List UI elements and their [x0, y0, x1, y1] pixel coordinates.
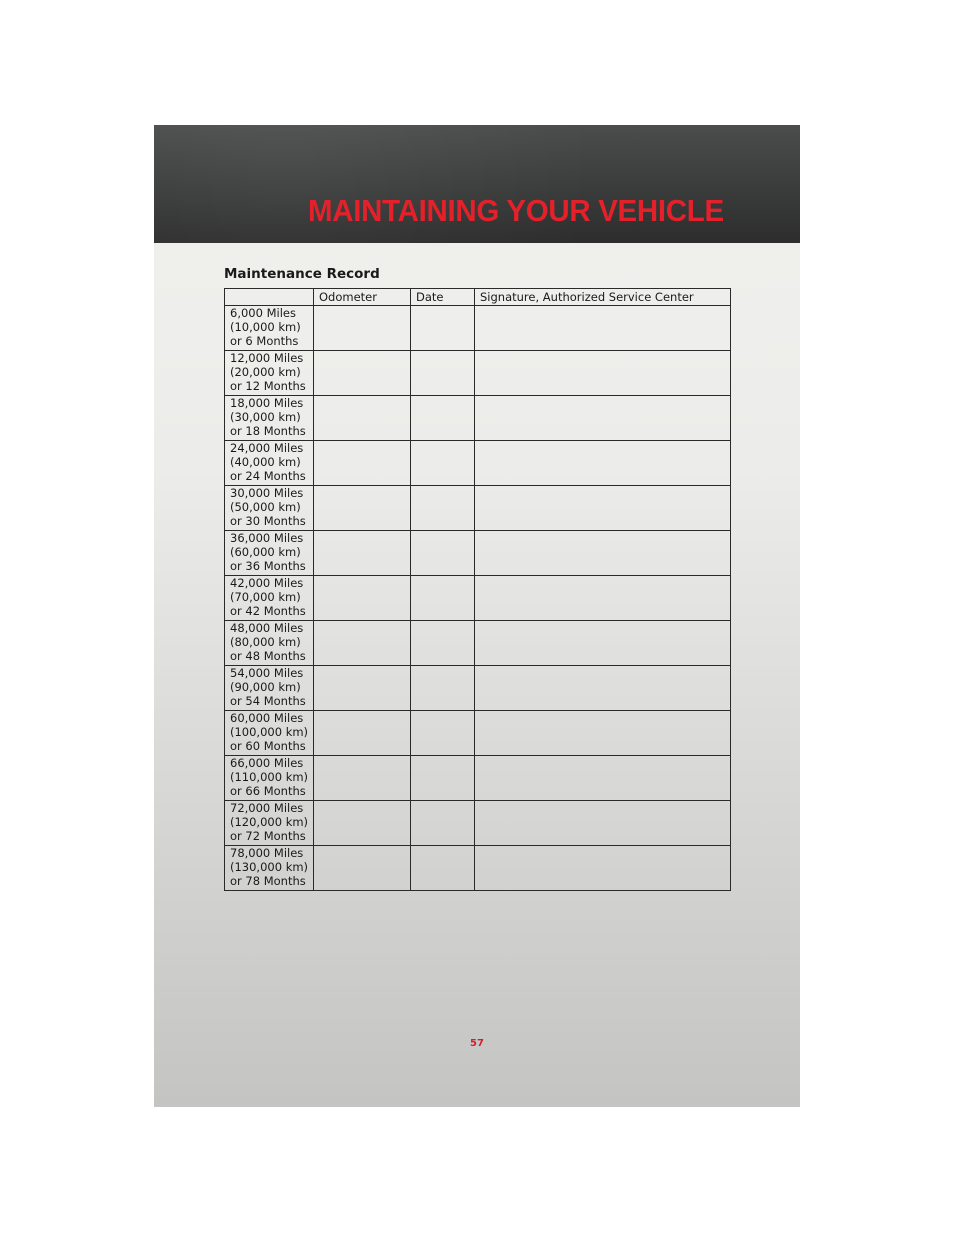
interval-months: or 72 Months	[230, 829, 306, 843]
date-cell	[411, 351, 475, 396]
interval-miles: 48,000 Miles	[230, 621, 304, 635]
signature-cell	[475, 846, 731, 891]
service-interval-cell	[225, 801, 314, 846]
odometer-cell	[314, 306, 411, 351]
interval-miles: 54,000 Miles	[230, 666, 304, 680]
odometer-cell	[314, 351, 411, 396]
interval-km: (30,000 km)	[230, 410, 301, 424]
interval-miles: 42,000 Miles	[230, 576, 304, 590]
interval-months: or 66 Months	[230, 784, 306, 798]
service-interval-cell	[225, 576, 314, 621]
interval-miles: 12,000 Miles	[230, 351, 304, 365]
interval-miles: 60,000 Miles	[230, 711, 304, 725]
interval-miles: 36,000 Miles	[230, 531, 304, 545]
odometer-cell	[314, 801, 411, 846]
signature-cell	[475, 666, 731, 711]
odometer-cell	[314, 396, 411, 441]
service-interval-cell	[225, 441, 314, 486]
table-row	[225, 576, 731, 621]
interval-km: (120,000 km)	[230, 815, 309, 829]
interval-miles: 24,000 Miles	[230, 441, 304, 455]
interval-months: or 60 Months	[230, 739, 306, 753]
column-header-odometer: Odometer	[314, 289, 411, 306]
table-row	[225, 306, 731, 351]
column-header-date: Date	[411, 289, 475, 306]
interval-km: (90,000 km)	[230, 680, 301, 694]
signature-cell	[475, 756, 731, 801]
chapter-title: MAINTAINING YOUR VEHICLE	[308, 193, 724, 228]
service-interval-cell	[225, 756, 314, 801]
service-interval-cell	[225, 351, 314, 396]
interval-miles: 6,000 Miles	[230, 306, 296, 320]
interval-km: (60,000 km)	[230, 545, 301, 559]
interval-miles: 66,000 Miles	[230, 756, 304, 770]
date-cell	[411, 846, 475, 891]
service-interval-cell	[225, 711, 314, 756]
interval-km: (110,000 km)	[230, 770, 309, 784]
manual-page	[154, 125, 800, 1107]
signature-cell	[475, 351, 731, 396]
signature-cell	[475, 711, 731, 756]
date-cell	[411, 666, 475, 711]
odometer-cell	[314, 531, 411, 576]
signature-cell	[475, 486, 731, 531]
table-row	[225, 756, 731, 801]
interval-km: (100,000 km)	[230, 725, 309, 739]
interval-km: (80,000 km)	[230, 635, 301, 649]
interval-months: or 42 Months	[230, 604, 306, 618]
service-interval-cell	[225, 396, 314, 441]
date-cell	[411, 801, 475, 846]
interval-months: or 36 Months	[230, 559, 306, 573]
column-header-interval	[225, 289, 314, 306]
interval-months: or 18 Months	[230, 424, 306, 438]
service-interval-cell	[225, 666, 314, 711]
interval-km: (40,000 km)	[230, 455, 301, 469]
table-row	[225, 801, 731, 846]
interval-months: or 12 Months	[230, 379, 306, 393]
table-row	[225, 486, 731, 531]
table-row	[225, 711, 731, 756]
service-interval-cell	[225, 486, 314, 531]
interval-km: (50,000 km)	[230, 500, 301, 514]
table-header-row	[225, 289, 731, 306]
odometer-cell	[314, 756, 411, 801]
interval-months: or 48 Months	[230, 649, 306, 663]
table-row	[225, 846, 731, 891]
page-number: 57	[470, 1038, 484, 1049]
date-cell	[411, 756, 475, 801]
interval-months: or 6 Months	[230, 334, 299, 348]
date-cell	[411, 486, 475, 531]
signature-cell	[475, 396, 731, 441]
signature-cell	[475, 531, 731, 576]
interval-miles: 30,000 Miles	[230, 486, 304, 500]
interval-km: (130,000 km)	[230, 860, 309, 874]
date-cell	[411, 396, 475, 441]
interval-months: or 24 Months	[230, 469, 306, 483]
maintenance-record-table	[224, 288, 731, 891]
signature-cell	[475, 801, 731, 846]
odometer-cell	[314, 666, 411, 711]
signature-cell	[475, 441, 731, 486]
odometer-cell	[314, 846, 411, 891]
table-row	[225, 621, 731, 666]
interval-km: (20,000 km)	[230, 365, 301, 379]
table-row	[225, 396, 731, 441]
interval-km: (70,000 km)	[230, 590, 301, 604]
table-row	[225, 666, 731, 711]
date-cell	[411, 441, 475, 486]
service-interval-cell	[225, 531, 314, 576]
service-interval-cell	[225, 306, 314, 351]
signature-cell	[475, 576, 731, 621]
table-row	[225, 441, 731, 486]
date-cell	[411, 531, 475, 576]
interval-miles: 18,000 Miles	[230, 396, 304, 410]
table-row	[225, 351, 731, 396]
chapter-header	[154, 125, 800, 243]
service-interval-cell	[225, 621, 314, 666]
interval-months: or 54 Months	[230, 694, 306, 708]
section-title: Maintenance Record	[224, 266, 380, 282]
signature-cell	[475, 306, 731, 351]
interval-miles: 72,000 Miles	[230, 801, 304, 815]
service-interval-cell	[225, 846, 314, 891]
table-body	[225, 306, 731, 891]
interval-months: or 78 Months	[230, 874, 306, 888]
date-cell	[411, 621, 475, 666]
interval-km: (10,000 km)	[230, 320, 301, 334]
odometer-cell	[314, 486, 411, 531]
interval-months: or 30 Months	[230, 514, 306, 528]
date-cell	[411, 306, 475, 351]
odometer-cell	[314, 441, 411, 486]
odometer-cell	[314, 576, 411, 621]
odometer-cell	[314, 711, 411, 756]
signature-cell	[475, 621, 731, 666]
odometer-cell	[314, 621, 411, 666]
table-row	[225, 531, 731, 576]
interval-miles: 78,000 Miles	[230, 846, 304, 860]
date-cell	[411, 576, 475, 621]
column-header-signature: Signature, Authorized Service Center	[475, 289, 731, 306]
date-cell	[411, 711, 475, 756]
